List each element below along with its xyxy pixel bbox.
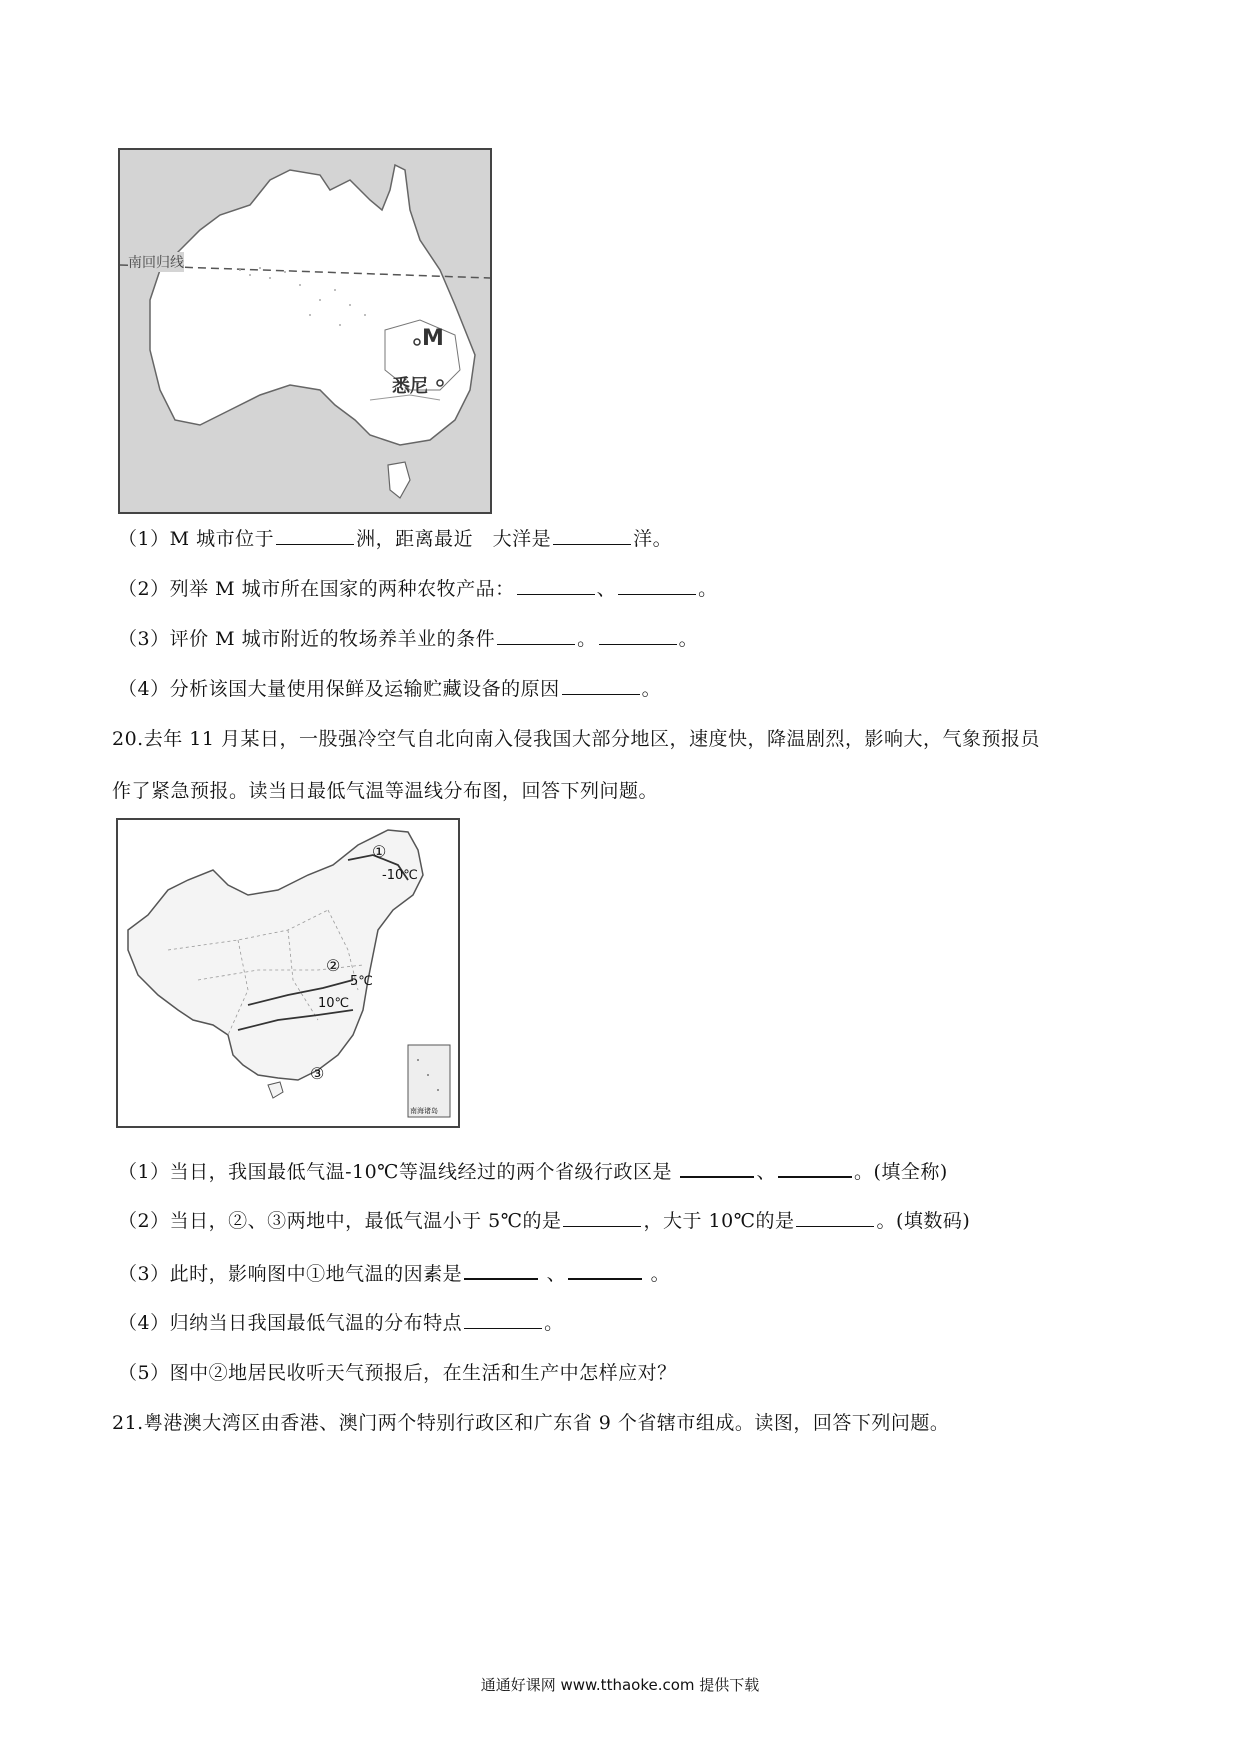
- isotherm-5-label: 5℃: [350, 974, 373, 989]
- isotherm-m10-label: -10℃: [382, 868, 418, 883]
- answer-blank: [517, 576, 595, 595]
- region-2-label: ②: [326, 956, 341, 975]
- isotherm-10-label: 10℃: [318, 996, 350, 1011]
- q19-part2: （2）列举 M 城市所在国家的两种农牧产品： 、 。: [118, 578, 718, 600]
- region-1-label: ①: [372, 842, 387, 861]
- australia-map: [118, 148, 492, 514]
- answer-blank: [563, 1208, 641, 1227]
- answer-blank: [618, 576, 696, 595]
- answer-blank: [680, 1158, 754, 1178]
- page-footer: 通通好课网 www.tthaoke.com 提供下载: [480, 1676, 760, 1694]
- q19-part4: （4）分析该国大量使用保鲜及运输贮藏设备的原因 。: [118, 678, 662, 700]
- answer-blank: [599, 626, 677, 645]
- answer-blank: [778, 1158, 852, 1178]
- q20-intro-line1: 20.去年 11 月某日，一股强冷空气自北向南入侵我国大部分地区，速度快，降温剧烈，影响大，气象预报员: [112, 728, 1040, 750]
- sydney-label: 悉尼: [392, 376, 428, 397]
- m-city-label: M: [422, 326, 444, 351]
- answer-blank: [562, 676, 640, 695]
- china-isotherm-map: [116, 818, 460, 1128]
- south-china-sea-inset-label: 南海诸岛: [410, 1107, 438, 1115]
- q19-part3: （3）评价 M 城市附近的牧场养羊业的条件 。 。: [118, 628, 699, 650]
- answer-blank: [464, 1260, 538, 1280]
- answer-blank: [497, 626, 575, 645]
- answer-blank: [568, 1260, 642, 1280]
- q21-intro: 21.粤港澳大湾区由香港、澳门两个特别行政区和广东省 9 个省辖市组成。读图，回答下列问题。: [112, 1412, 950, 1434]
- q20-part4: （4）归纳当日我国最低气温的分布特点 。: [118, 1312, 564, 1334]
- q20-part3: （3）此时，影响图中①地气温的因素是 、 。: [118, 1260, 670, 1287]
- q19-part1: （1）M 城市位于 洲，距离最近 大洋是 洋。: [118, 528, 673, 550]
- answer-blank: [464, 1310, 542, 1329]
- q20-part2: （2）当日，②、③两地中，最低气温小于 5℃的是 ，大于 10℃的是 。(填数码): [118, 1210, 971, 1232]
- answer-blank: [796, 1208, 874, 1227]
- q20-part5: （5）图中②地居民收听天气预报后，在生活和生产中怎样应对？: [118, 1362, 677, 1384]
- answer-blank: [553, 526, 631, 545]
- answer-blank: [276, 526, 354, 545]
- q20-part1: （1）当日，我国最低气温-10℃等温线经过的两个省级行政区是 、 。(填全称): [118, 1158, 948, 1185]
- tropic-label: 南回归线: [128, 252, 184, 272]
- q20-intro-line2: 作了紧急预报。读当日最低气温等温线分布图，回答下列问题。: [112, 780, 659, 802]
- region-3-label: ③: [310, 1064, 325, 1083]
